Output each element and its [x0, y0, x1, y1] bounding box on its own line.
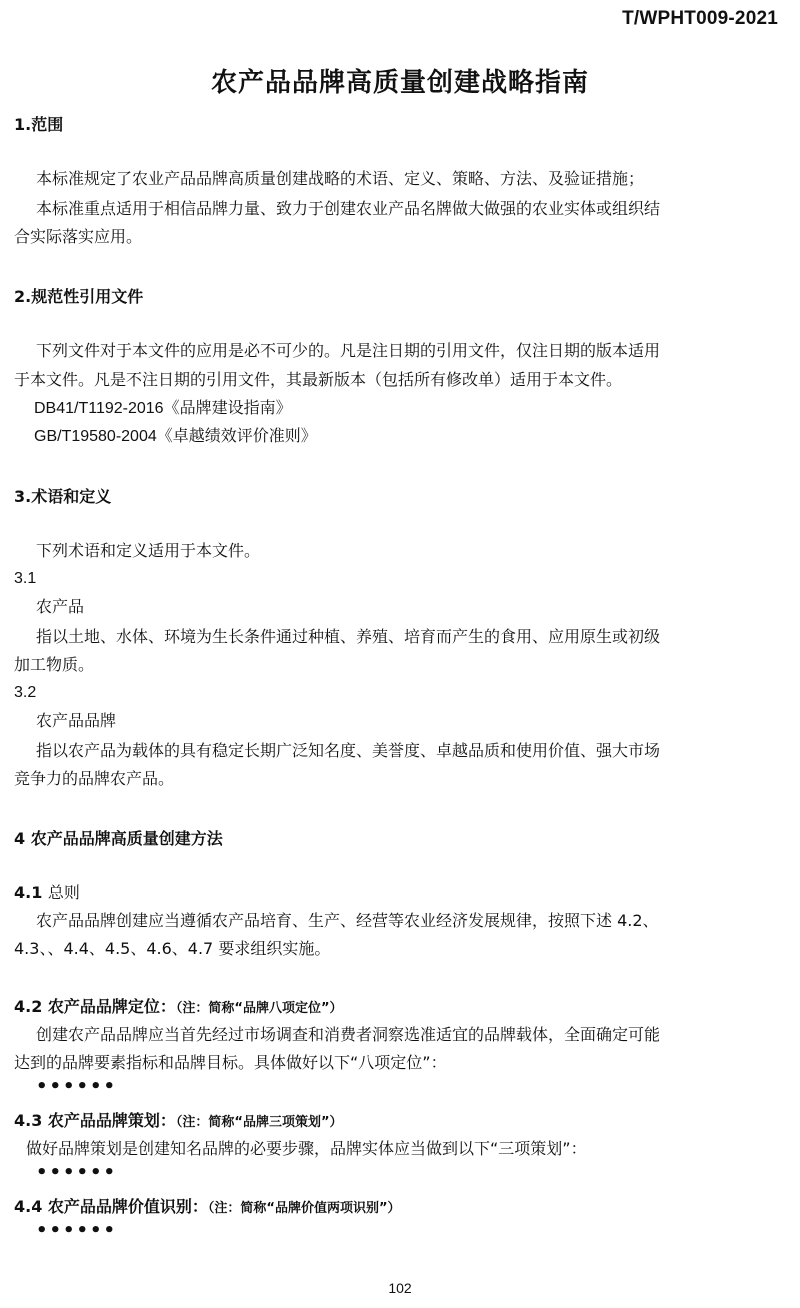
section-4-2-heading	[14, 994, 343, 1017]
term-3-1-name: 农产品	[36, 597, 85, 616]
section-4-2-line-1: 创建农产品品牌应当首先经过市场调查和消费者洞察选准适宜的品牌载体，全面确定可能	[36, 1025, 661, 1044]
section-1-paragraph-2-line-1: 本标准重点适用于相信品牌力量、致力于创建农业产品名牌做大做强的农业实体或组织结	[36, 199, 661, 218]
term-3-1-definition-line-1: 指以土地、水体、环境为生长条件通过种植、养殖、培育而产生的食用、应用原生或初级	[36, 627, 661, 646]
section-4-1-heading	[14, 880, 80, 903]
section-2-heading: 2.规范性引用文件	[14, 287, 144, 306]
section-1-paragraph-2-line-2: 合实际落实应用。	[14, 227, 143, 246]
section-4-2-line-2: 达到的品牌要素指标和品牌目标。具体做好以下“八项定位”：	[14, 1053, 447, 1072]
section-4-3-title: 4.3 农产品品牌策划：	[14, 1111, 176, 1130]
section-4-3-note: （注：简称“品牌三项策划”）	[175, 1115, 343, 1130]
section-4-4-title: 4.4 农产品品牌价值识别：	[14, 1197, 208, 1216]
section-4-4-heading	[14, 1194, 401, 1217]
term-3-2-definition-line-1: 指以农产品为载体的具有稳定长期广泛知名度、美誉度、卓越品质和使用价值、强大市场	[36, 741, 661, 760]
section-4-3-ellipsis: ••••••	[36, 1162, 118, 1183]
section-4-4-note: （注：简称“品牌价值两项识别”）	[207, 1201, 401, 1216]
section-4-3-line-1: 做好品牌策划是创建知名品牌的必要步骤，品牌实体应当做到以下“三项策划”：	[26, 1139, 587, 1158]
term-3-2-definition-line-2: 竞争力的品牌农产品。	[14, 769, 175, 788]
page-number: 102	[388, 1280, 412, 1296]
term-3-2-number: 3.2	[14, 684, 37, 701]
term-3-1-number: 3.1	[14, 570, 37, 587]
section-4-2-note: （注：简称“品牌八项定位”）	[175, 1001, 343, 1016]
document-title: 农产品品牌高质量创建战略指南	[210, 68, 589, 98]
section-4-1-line-2: 4.3、、4.4、4.5、4.6、4.7 要求组织实施。	[14, 939, 331, 958]
section-4-heading: 4 农产品品牌高质量创建方法	[14, 829, 223, 848]
section-3-heading: 3.术语和定义	[14, 487, 112, 506]
section-1-paragraph-1: 本标准规定了农业产品品牌高质量创建战略的术语、定义、策略、方法、及验证措施；	[36, 169, 645, 188]
section-1-heading: 1.范围	[14, 115, 64, 134]
reference-gb19580: GB/T19580-2004《卓越绩效评价准则》	[34, 428, 317, 445]
section-3-intro: 下列术语和定义适用于本文件。	[36, 541, 261, 560]
section-4-2-ellipsis: ••••••	[36, 1076, 118, 1097]
standard-code: T/WPHT009-2021	[622, 8, 778, 29]
section-2-paragraph-line-2: 于本文件。凡是不注日期的引用文件，其最新版本（包括所有修改单）适用于本文件。	[14, 370, 623, 389]
term-3-1-definition-line-2: 加工物质。	[14, 655, 95, 674]
section-4-3-heading	[14, 1108, 343, 1131]
section-4-1-title: 总则	[47, 883, 80, 902]
section-4-1-line-1: 农产品品牌创建应当遵循农产品培育、生产、经营等农业经济发展规律，按照下述 4.2、	[36, 911, 659, 930]
section-2-paragraph-line-1: 下列文件对于本文件的应用是必不可少的。凡是注日期的引用文件，仅注日期的版本适用	[36, 341, 661, 360]
reference-db41: DB41/T1192-2016《品牌建设指南》	[34, 400, 292, 417]
section-4-4-ellipsis: ••••••	[36, 1220, 118, 1241]
section-4-2-title: 4.2 农产品品牌定位：	[14, 997, 176, 1016]
term-3-2-name: 农产品品牌	[36, 711, 117, 730]
section-4-1-number: 4.1	[14, 883, 43, 902]
